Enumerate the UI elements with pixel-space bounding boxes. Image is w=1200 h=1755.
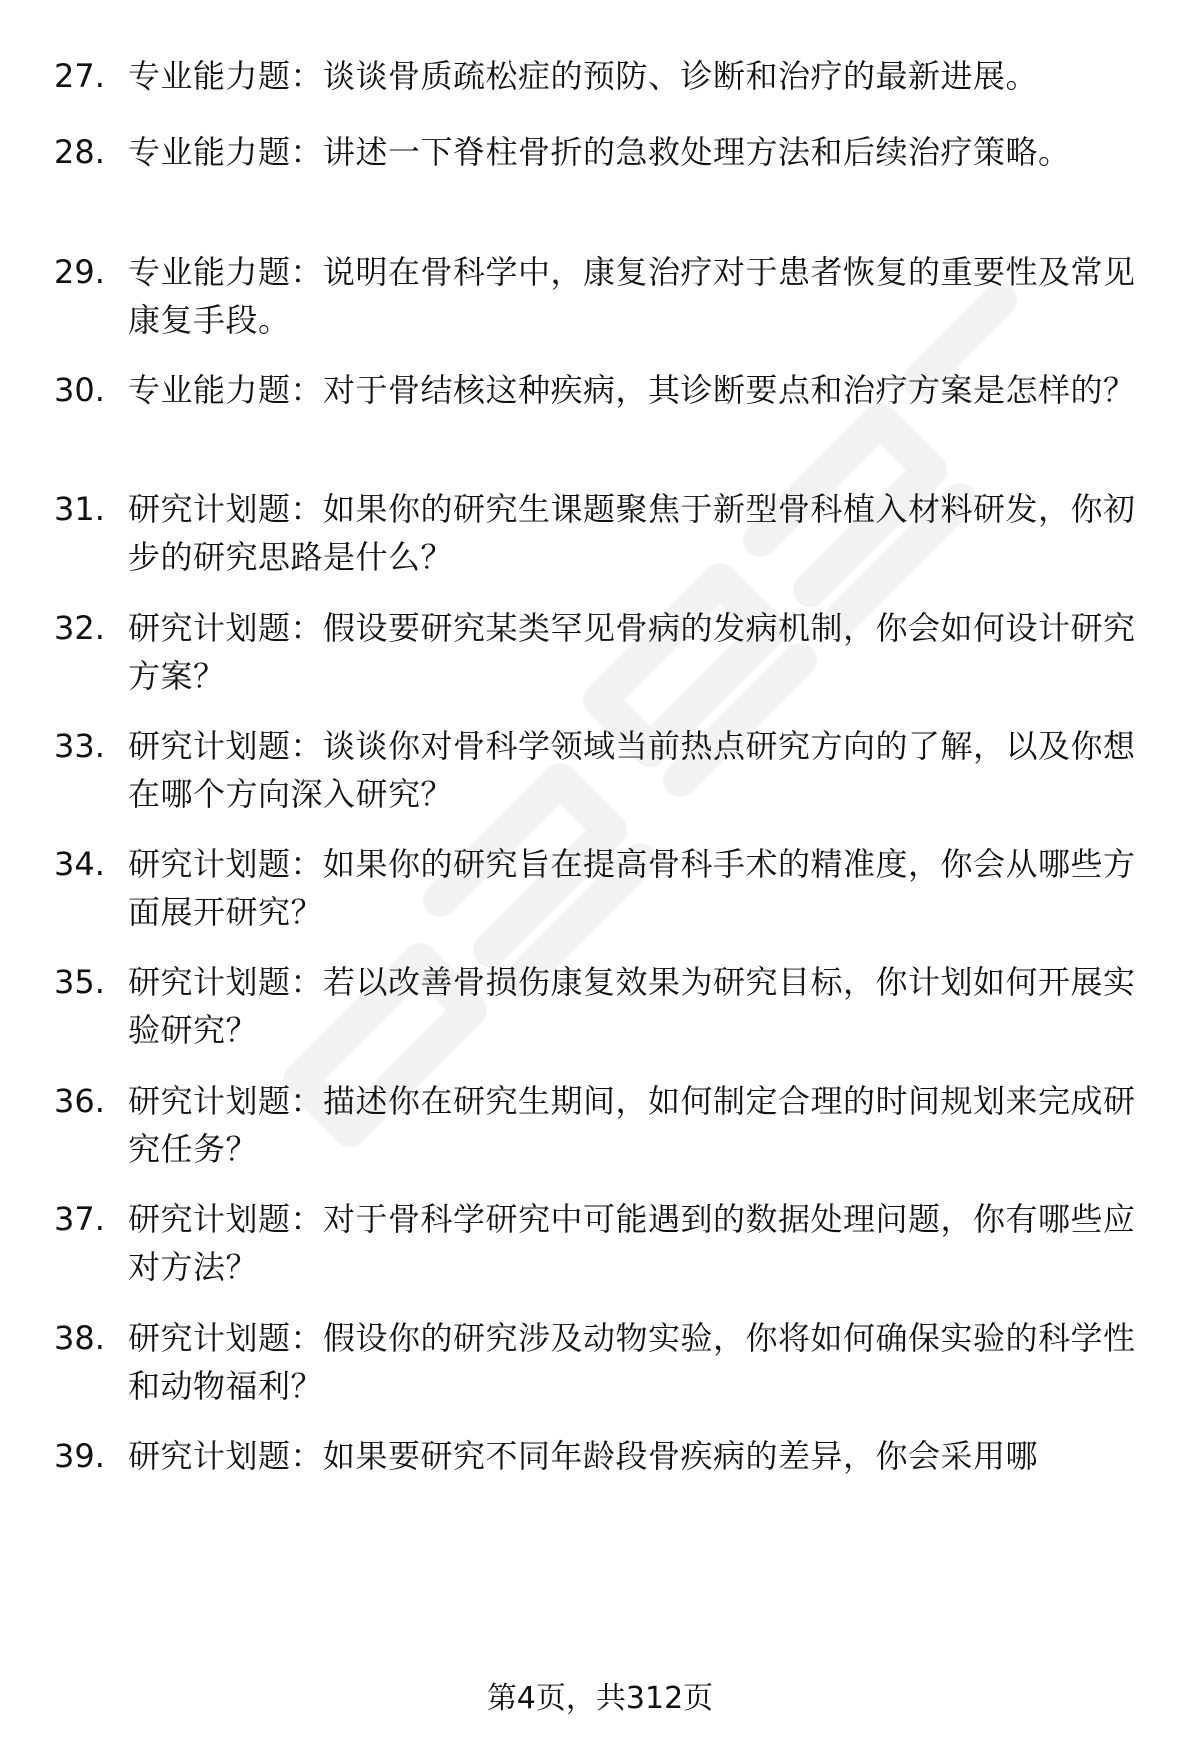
question-item-33 bbox=[54, 722, 1154, 818]
question-text: 专业能力题：谈谈骨质疏松症的预防、诊断和治疗的最新进展。 bbox=[128, 57, 1039, 95]
question-item-37 bbox=[54, 1195, 1154, 1291]
question-item-31 bbox=[54, 485, 1154, 581]
question-item-38 bbox=[54, 1314, 1154, 1410]
question-item-39 bbox=[54, 1432, 1154, 1480]
question-text: 专业能力题：讲述一下脊柱骨折的急救处理方法和后续治疗策略。 bbox=[128, 133, 1071, 171]
question-number: 31. bbox=[54, 490, 105, 528]
question-text: 研究计划题：谈谈你对骨科学领域当前热点研究方向的了解，以及你想在哪个方向深入研究？ bbox=[128, 727, 1136, 813]
question-item-36 bbox=[54, 1077, 1154, 1173]
question-number: 36. bbox=[54, 1082, 105, 1120]
question-text: 研究计划题：如果你的研究旨在提高骨科手术的精准度，你会从哪些方面展开研究？ bbox=[128, 845, 1136, 931]
question-number: 29. bbox=[54, 253, 105, 291]
question-number: 39. bbox=[54, 1437, 105, 1475]
question-number: 33. bbox=[54, 727, 105, 765]
question-item-28 bbox=[54, 128, 1154, 176]
question-text: 研究计划题：如果要研究不同年龄段骨疾病的差异，你会采用哪 bbox=[128, 1437, 1039, 1475]
question-text: 专业能力题：说明在骨科学中，康复治疗对于患者恢复的重要性及常见康复手段。 bbox=[128, 253, 1136, 339]
question-number: 38. bbox=[54, 1319, 105, 1357]
question-number: 37. bbox=[54, 1200, 105, 1238]
question-text: 研究计划题：假设要研究某类罕见骨病的发病机制，你会如何设计研究方案？ bbox=[128, 609, 1136, 695]
question-item-30 bbox=[54, 366, 1154, 414]
question-number: 27. bbox=[54, 57, 105, 95]
question-item-35 bbox=[54, 958, 1154, 1054]
question-text: 研究计划题：如果你的研究生课题聚焦于新型骨科植入材料研发，你初步的研究思路是什么？ bbox=[128, 490, 1136, 576]
question-number: 34. bbox=[54, 845, 105, 883]
question-item-32 bbox=[54, 604, 1154, 700]
question-number: 35. bbox=[54, 963, 105, 1001]
question-text: 研究计划题：描述你在研究生期间，如何制定合理的时间规划来完成研究任务？ bbox=[128, 1082, 1136, 1168]
question-text: 专业能力题：对于骨结核这种疾病，其诊断要点和治疗方案是怎样的？ bbox=[128, 371, 1136, 409]
question-text: 研究计划题：若以改善骨损伤康复效果为研究目标，你计划如何开展实验研究？ bbox=[128, 963, 1136, 1049]
question-number: 30. bbox=[54, 371, 105, 409]
question-text: 研究计划题：对于骨科学研究中可能遇到的数据处理问题，你有哪些应对方法？ bbox=[128, 1200, 1136, 1286]
question-text: 研究计划题：假设你的研究涉及动物实验，你将如何确保实验的科学性和动物福利？ bbox=[128, 1319, 1136, 1405]
question-item-34 bbox=[54, 840, 1154, 936]
question-number: 28. bbox=[54, 133, 105, 171]
page-number-footer: 第4页，共312页 bbox=[486, 1681, 714, 1716]
question-item-27 bbox=[54, 52, 1154, 100]
question-item-29 bbox=[54, 248, 1154, 344]
question-number: 32. bbox=[54, 609, 105, 647]
